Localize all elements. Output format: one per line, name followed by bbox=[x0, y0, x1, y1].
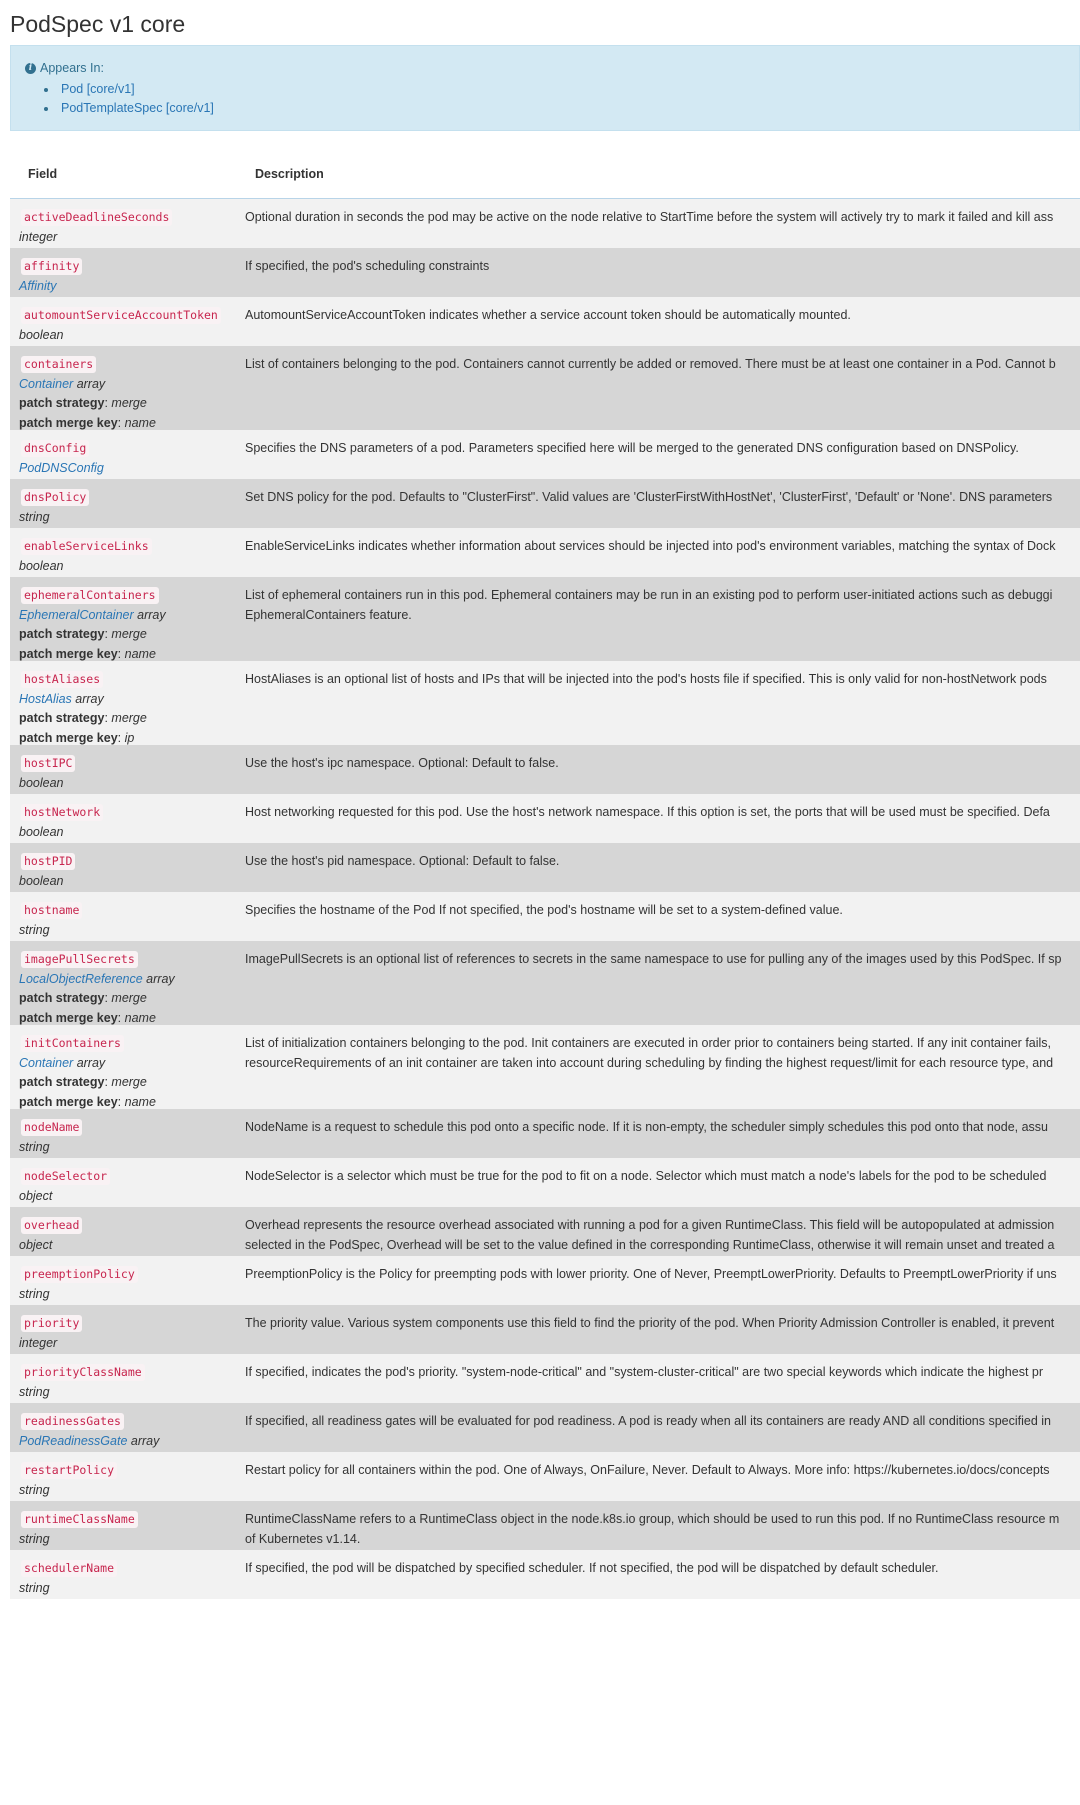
table-row bbox=[10, 1256, 1080, 1305]
appears-in-list bbox=[44, 80, 214, 118]
field-name: restartPolicy bbox=[21, 1462, 117, 1479]
column-header-description: Description bbox=[255, 167, 324, 181]
field-name: priority bbox=[21, 1315, 82, 1332]
field-name: hostPID bbox=[21, 853, 75, 870]
patch-strategy-value: merge bbox=[111, 991, 147, 1005]
field-cell bbox=[19, 670, 239, 745]
table-row bbox=[10, 1403, 1080, 1452]
field-cell bbox=[19, 1510, 239, 1549]
description-text: NodeSelector is a selector which must be true for the pod to fit on a node. Selector which must match a node's labels for the pod to be scheduled bbox=[245, 1169, 1047, 1183]
patch-merge-key-label: patch merge key bbox=[19, 415, 118, 430]
description-cell bbox=[245, 901, 1080, 921]
description-cell bbox=[245, 1167, 1080, 1187]
description-text: If specified, indicates the pod's priority. "system-node-critical" and "system-cluster-critical" are two special keywords which indicate the highest pr bbox=[245, 1365, 1044, 1379]
table-row bbox=[10, 661, 1080, 745]
field-name: enableServiceLinks bbox=[21, 538, 152, 555]
description-text: Host networking requested for this pod. Use the host's network namespace. If this option is set, the ports that will be used must be specified. Defa bbox=[245, 805, 1050, 819]
table-row bbox=[10, 892, 1080, 941]
description-text: Specifies the DNS parameters of a pod. Parameters specified here will be merged to the generated DNS configuration based on DNSPolicy. bbox=[245, 441, 1019, 455]
field-cell bbox=[19, 537, 239, 576]
description-cell bbox=[245, 537, 1080, 557]
description-text: resourceRequirements of an init container are taken into account during scheduling by finding the highest request/limit for each resource type, and bbox=[245, 1055, 1054, 1070]
description-cell bbox=[245, 803, 1080, 823]
field-name: priorityClassName bbox=[21, 1364, 145, 1381]
table-row bbox=[10, 1550, 1080, 1599]
field-name: initContainers bbox=[21, 1035, 124, 1052]
appears-in-link-pod[interactable]: Pod [core/v1] bbox=[61, 82, 135, 96]
patch-merge-key-label: patch merge key bbox=[19, 730, 118, 745]
patch-merge-key-value: name bbox=[124, 415, 156, 430]
description-text: PreemptionPolicy is the Policy for preempting pods with lower priority. One of Never, PreemptLowerPriority. Defaults to PreemptLowerPriority if uns bbox=[245, 1267, 1057, 1281]
field-name: hostNetwork bbox=[21, 804, 103, 821]
field-type: object bbox=[19, 1237, 53, 1252]
description-cell bbox=[245, 754, 1080, 774]
field-cell bbox=[19, 208, 239, 247]
patch-merge-key: patch merge key: name bbox=[19, 415, 156, 430]
field-type: string bbox=[19, 1286, 50, 1301]
table-header bbox=[10, 150, 1080, 199]
field-type-suffix: array bbox=[75, 691, 104, 706]
field-type: boolean bbox=[19, 327, 64, 342]
field-type: integer bbox=[19, 1335, 58, 1350]
field-type: string bbox=[19, 922, 50, 937]
field-type: integer bbox=[19, 229, 58, 244]
description-cell bbox=[245, 586, 1080, 625]
field-type-suffix: array bbox=[137, 607, 166, 622]
field-type-link[interactable]: EphemeralContainer bbox=[19, 607, 134, 622]
table-row bbox=[10, 528, 1080, 577]
patch-merge-key-label: patch merge key bbox=[19, 1010, 118, 1025]
field-type-suffix: array bbox=[146, 971, 175, 986]
description-cell bbox=[245, 439, 1080, 459]
table-row bbox=[10, 941, 1080, 1025]
field-type-link[interactable]: PodDNSConfig bbox=[19, 460, 104, 475]
table-row bbox=[10, 1207, 1080, 1256]
field-type: string bbox=[19, 1580, 50, 1595]
description-text: List of initialization containers belonging to the pod. Init containers are executed in order prior to containers being started. If any init container fails, bbox=[245, 1036, 1052, 1050]
patch-strategy-label: patch strategy bbox=[19, 991, 105, 1005]
field-cell bbox=[19, 1216, 239, 1255]
table-row bbox=[10, 199, 1080, 248]
field-type: boolean bbox=[19, 775, 64, 790]
description-text: List of ephemeral containers run in this pod. Ephemeral containers may be run in an existing pod to perform user-initiated actions such as debuggi bbox=[245, 588, 1053, 602]
field-type-suffix: array bbox=[76, 376, 106, 391]
table-body bbox=[10, 199, 1080, 1599]
field-cell bbox=[19, 1265, 239, 1304]
appears-in-link-podtemplatespec[interactable]: PodTemplateSpec [core/v1] bbox=[61, 101, 214, 115]
patch-merge-key: patch merge key: name bbox=[19, 1094, 156, 1109]
list-item bbox=[44, 80, 214, 99]
field-cell bbox=[19, 439, 239, 478]
description-cell bbox=[245, 950, 1080, 970]
patch-merge-key-value: name bbox=[124, 1094, 156, 1109]
list-item bbox=[44, 99, 214, 118]
field-type: string bbox=[19, 509, 50, 524]
patch-strategy-value: merge bbox=[111, 627, 147, 641]
field-name: containers bbox=[21, 356, 96, 373]
description-cell bbox=[245, 1118, 1080, 1138]
description-text: of Kubernetes v1.14. bbox=[245, 1531, 361, 1546]
patch-merge-key: patch merge key: name bbox=[19, 646, 156, 661]
description-text: Set DNS policy for the pod. Defaults to "ClusterFirst". Valid values are 'ClusterFirstWithHostNet', 'ClusterFirst', 'Default' or 'None'. DNS parameters bbox=[245, 490, 1053, 504]
field-cell bbox=[19, 1363, 239, 1402]
patch-strategy-label: patch strategy bbox=[19, 627, 105, 641]
field-type-link[interactable]: Affinity bbox=[19, 278, 57, 293]
field-type: string bbox=[19, 1139, 50, 1154]
description-cell bbox=[245, 208, 1080, 228]
description-cell bbox=[245, 257, 1080, 277]
patch-merge-key-value: ip bbox=[124, 730, 135, 745]
description-cell bbox=[245, 670, 1080, 690]
table-row bbox=[10, 1109, 1080, 1158]
patch-merge-key-label: patch merge key bbox=[19, 1094, 118, 1109]
description-cell bbox=[245, 1363, 1080, 1383]
field-type-suffix: array bbox=[76, 1055, 106, 1070]
patch-strategy: patch strategy: merge bbox=[19, 711, 147, 725]
field-cell bbox=[19, 1559, 239, 1598]
table-row bbox=[10, 430, 1080, 479]
description-text: List of containers belonging to the pod. Containers cannot currently be added or removed. There must be at least one container in a Pod. Cannot b bbox=[245, 357, 1056, 371]
field-name: automountServiceAccountToken bbox=[21, 307, 221, 324]
field-name: dnsPolicy bbox=[21, 489, 89, 506]
table-row bbox=[10, 1452, 1080, 1501]
description-text: Overhead represents the resource overhead associated with running a pod for a given RuntimeClass. This field will be autopopulated at admission bbox=[245, 1218, 1055, 1232]
description-cell bbox=[245, 1265, 1080, 1285]
field-name: preemptionPolicy bbox=[21, 1266, 138, 1283]
patch-strategy: patch strategy: merge bbox=[19, 991, 147, 1005]
table-row bbox=[10, 1158, 1080, 1207]
description-text: NodeName is a request to schedule this pod onto a specific node. If it is non-empty, the scheduler simply schedules this pod onto that node, assu bbox=[245, 1120, 1049, 1134]
patch-strategy-value: merge bbox=[111, 711, 147, 725]
field-name: hostname bbox=[21, 902, 82, 919]
description-text: If specified, all readiness gates will be evaluated for pod readiness. A pod is ready when all its containers are ready AND all conditions specified in bbox=[245, 1414, 1052, 1428]
field-cell bbox=[19, 1412, 239, 1451]
description-text: ImagePullSecrets is an optional list of references to secrets in the same namespace to use for pulling any of the images used by this PodSpec. If sp bbox=[245, 952, 1062, 966]
field-cell bbox=[19, 1167, 239, 1206]
description-cell bbox=[245, 306, 1080, 326]
field-type-suffix: array bbox=[130, 1433, 160, 1448]
patch-strategy-label: patch strategy bbox=[19, 711, 105, 725]
field-type-link[interactable]: LocalObjectReference bbox=[19, 971, 143, 986]
field-cell bbox=[19, 488, 239, 527]
description-text: EphemeralContainers feature. bbox=[245, 607, 412, 622]
field-type: string bbox=[19, 1384, 50, 1399]
description-text: HostAliases is an optional list of hosts and IPs that will be injected into the pod's hosts file if specified. This is only valid for non-hostNetwork pods bbox=[245, 672, 1047, 686]
field-type-link[interactable]: Container bbox=[19, 376, 74, 391]
field-cell bbox=[19, 803, 239, 842]
description-text: Use the host's pid namespace. Optional: Default to false. bbox=[245, 854, 560, 868]
description-text: Restart policy for all containers within the pod. One of Always, OnFailure, Never. Default to Always. More info: https://kubernetes.io/docs/concepts bbox=[245, 1463, 1050, 1477]
fields-table bbox=[10, 150, 1080, 1599]
description-text: selected in the PodSpec, Overhead will be set to the value defined in the corresponding RuntimeClass, otherwise it will remain unset and treated a bbox=[245, 1237, 1055, 1252]
field-cell bbox=[19, 754, 239, 793]
field-cell bbox=[19, 257, 239, 296]
field-cell bbox=[19, 1118, 239, 1157]
field-name: hostIPC bbox=[21, 755, 75, 772]
appears-in-callout bbox=[10, 45, 1080, 131]
field-cell bbox=[19, 306, 239, 345]
field-type: boolean bbox=[19, 873, 64, 888]
field-name: activeDeadlineSeconds bbox=[21, 209, 172, 226]
field-cell bbox=[19, 355, 239, 430]
patch-merge-key-label: patch merge key bbox=[19, 646, 118, 661]
description-text: Optional duration in seconds the pod may be active on the node relative to StartTime before the system will actively try to mark it failed and kill ass bbox=[245, 210, 1054, 224]
description-cell bbox=[245, 852, 1080, 872]
table-row bbox=[10, 346, 1080, 430]
description-text: AutomountServiceAccountToken indicates whether a service account token should be automatically mounted. bbox=[245, 308, 851, 322]
description-cell bbox=[245, 488, 1080, 508]
patch-strategy-label: patch strategy bbox=[19, 1075, 105, 1089]
description-text: EnableServiceLinks indicates whether information about services should be injected into pod's environment variables, matching the syntax of Dock bbox=[245, 539, 1056, 553]
field-type: boolean bbox=[19, 824, 64, 839]
patch-merge-key: patch merge key: ip bbox=[19, 730, 135, 745]
patch-strategy-value: merge bbox=[111, 1075, 147, 1089]
field-type: string bbox=[19, 1482, 50, 1497]
table-row bbox=[10, 1025, 1080, 1109]
description-cell bbox=[245, 1510, 1080, 1549]
table-row bbox=[10, 1305, 1080, 1354]
column-header-field: Field bbox=[28, 167, 58, 181]
description-cell bbox=[245, 1461, 1080, 1481]
field-name: overhead bbox=[21, 1217, 82, 1234]
field-type-link[interactable]: Container bbox=[19, 1055, 74, 1070]
field-name: hostAliases bbox=[21, 671, 103, 688]
description-cell bbox=[245, 1314, 1080, 1334]
info-icon: i bbox=[25, 63, 36, 74]
description-text: RuntimeClassName refers to a RuntimeClass object in the node.k8s.io group, which should be used to run this pod. If no RuntimeClass resource m bbox=[245, 1512, 1060, 1526]
page-title: PodSpec v1 core bbox=[10, 11, 186, 37]
field-cell bbox=[19, 901, 239, 940]
field-name: nodeName bbox=[21, 1119, 82, 1136]
field-cell bbox=[19, 852, 239, 891]
description-cell bbox=[245, 1412, 1080, 1432]
field-type: string bbox=[19, 1531, 50, 1546]
field-cell bbox=[19, 586, 239, 661]
table-row bbox=[10, 1501, 1080, 1550]
table-row bbox=[10, 479, 1080, 528]
description-cell bbox=[245, 1559, 1080, 1579]
patch-merge-key-value: name bbox=[124, 1010, 156, 1025]
description-text: Specifies the hostname of the Pod If not specified, the pod's hostname will be set to a system-defined value. bbox=[245, 903, 843, 917]
description-cell bbox=[245, 1216, 1080, 1255]
patch-strategy-label: patch strategy bbox=[19, 396, 105, 410]
field-name: schedulerName bbox=[21, 1560, 117, 1577]
description-cell bbox=[245, 355, 1080, 375]
description-text: The priority value. Various system components use this field to find the priority of the pod. When Priority Admission Controller is enabled, it prevent bbox=[245, 1316, 1055, 1330]
table-row bbox=[10, 577, 1080, 661]
field-type-link[interactable]: HostAlias bbox=[19, 691, 72, 706]
field-name: nodeSelector bbox=[21, 1168, 110, 1185]
table-row bbox=[10, 1354, 1080, 1403]
appears-in-heading bbox=[25, 61, 104, 75]
field-name: runtimeClassName bbox=[21, 1511, 138, 1528]
field-cell bbox=[19, 950, 239, 1025]
table-row bbox=[10, 248, 1080, 297]
patch-strategy: patch strategy: merge bbox=[19, 396, 147, 410]
table-row bbox=[10, 843, 1080, 892]
patch-strategy: patch strategy: merge bbox=[19, 1075, 147, 1089]
field-name: dnsConfig bbox=[21, 440, 89, 457]
appears-in-label: Appears In: bbox=[40, 61, 104, 75]
field-name: imagePullSecrets bbox=[21, 951, 138, 968]
field-type: object bbox=[19, 1188, 53, 1203]
field-type: boolean bbox=[19, 558, 64, 573]
description-text: If specified, the pod will be dispatched by specified scheduler. If not specified, the pod will be dispatched by default scheduler. bbox=[245, 1561, 939, 1575]
table-row bbox=[10, 297, 1080, 346]
description-text: Use the host's ipc namespace. Optional: Default to false. bbox=[245, 756, 559, 770]
field-type-link[interactable]: PodReadinessGate bbox=[19, 1433, 128, 1448]
field-cell bbox=[19, 1034, 239, 1109]
patch-strategy: patch strategy: merge bbox=[19, 627, 147, 641]
patch-merge-key-value: name bbox=[124, 646, 156, 661]
field-cell bbox=[19, 1461, 239, 1500]
field-name: ephemeralContainers bbox=[21, 587, 159, 604]
description-cell bbox=[245, 1034, 1080, 1073]
description-text: If specified, the pod's scheduling constraints bbox=[245, 259, 490, 273]
patch-strategy-value: merge bbox=[111, 396, 147, 410]
field-cell bbox=[19, 1314, 239, 1353]
patch-merge-key: patch merge key: name bbox=[19, 1010, 156, 1025]
field-name: affinity bbox=[21, 258, 82, 275]
field-name: readinessGates bbox=[21, 1413, 124, 1430]
table-row bbox=[10, 794, 1080, 843]
table-row bbox=[10, 745, 1080, 794]
